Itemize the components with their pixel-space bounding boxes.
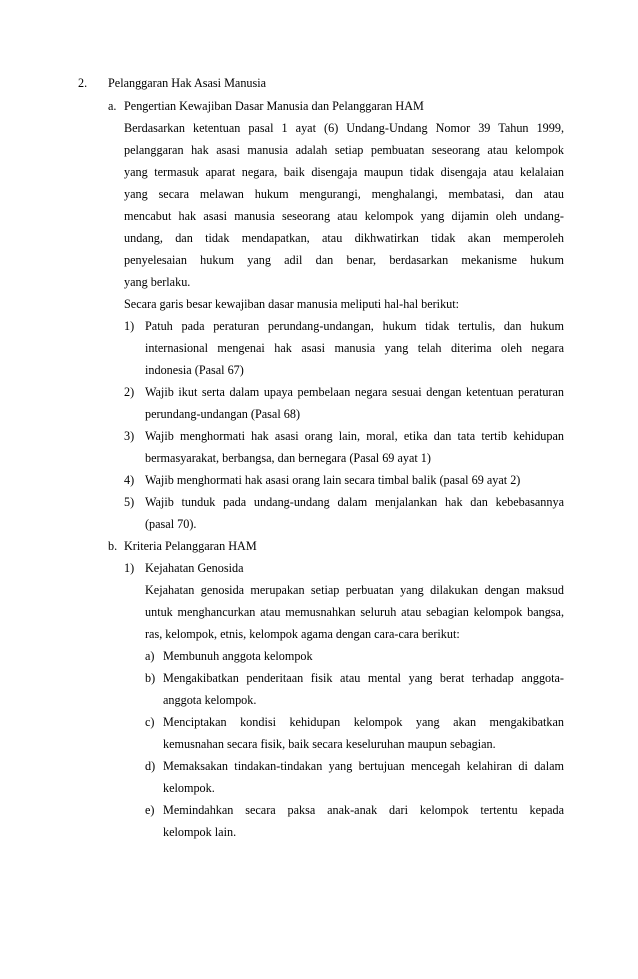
para1-line: yang berlaku.: [124, 275, 191, 289]
sub-b-title: Kriteria Pelanggaran HAM: [124, 539, 257, 553]
list-item-line: Wajib menghormati hak asasi orang lain, moral, etika dan tata tertib kehidupan: [145, 429, 564, 443]
para1-line: penyelesaian hukum yang adil dan benar, berdasarkan mekanisme hukum: [124, 253, 564, 267]
sublist-marker: b): [145, 671, 156, 685]
para1-line: mencabut hak asasi manusia seseorang atau kelompok yang dijamin oleh undang-: [124, 209, 564, 223]
list-item-line: Wajib ikut serta dalam upaya pembelaan negara sesuai dengan ketentuan peraturan: [145, 385, 564, 399]
sublist-line: anggota kelompok.: [163, 693, 257, 707]
sublist-line: Memindahkan secara paksa anak-anak dari kelompok tertentu kepada: [163, 803, 564, 817]
sub-b-item-title: Kejahatan Genosida: [145, 561, 244, 575]
sublist-marker: d): [145, 759, 156, 773]
section-number: 2.: [78, 76, 88, 90]
list-item-marker: 3): [124, 429, 135, 443]
sublist-marker: c): [145, 715, 155, 729]
genosida-para-line: ras, kelompok, etnis, kelompok agama dengan cara-cara berikut:: [145, 627, 460, 641]
para2: Secara garis besar kewajiban dasar manusia meliputi hal-hal berikut:: [124, 297, 460, 311]
list-item-line: (pasal 70).: [145, 517, 197, 531]
para1-line: yang secara melawan hukum mengurangi, menghalangi, membatasi, dan atau: [124, 187, 564, 201]
sub-a-marker: a.: [108, 99, 117, 113]
genosida-para-line: Kejahatan genosida merupakan setiap perbuatan yang dilakukan dengan maksud: [145, 583, 564, 597]
genosida-para-line: untuk menghancurkan atau memusnahkan seluruh atau sebagian kelompok bangsa,: [145, 605, 564, 619]
list-item-line: indonesia (Pasal 67): [145, 363, 244, 377]
section-title: Pelanggaran Hak Asasi Manusia: [108, 76, 267, 90]
sublist-line: kemusnahan secara fisik, baik secara keseluruhan maupun sebagian.: [163, 737, 496, 751]
list-item-marker: 1): [124, 319, 135, 333]
list-item-marker: 5): [124, 495, 135, 509]
list-item-line: internasional mengenai hak asasi manusia yang telah diterima oleh negara: [145, 341, 564, 355]
sublist-line: Mengakibatkan penderitaan fisik atau mental yang berat terhadap anggota-: [163, 671, 564, 685]
sub-a-title: Pengertian Kewajiban Dasar Manusia dan Pelanggaran HAM: [124, 99, 424, 113]
para1-line: undang, dan tidak mendapatkan, atau dikhwatirkan tidak akan memperoleh: [124, 231, 564, 245]
list-item-marker: 4): [124, 473, 135, 487]
list-item-line: Wajib menghormati hak asasi orang lain secara timbal balik (pasal 69 ayat 2): [145, 473, 521, 487]
sub-b-marker: b.: [108, 539, 118, 553]
list-item-line: Patuh pada peraturan perundang-undangan, hukum tidak tertulis, dan hukum: [145, 319, 564, 333]
sublist-line: Memaksakan tindakan-tindakan yang bertujuan mencegah kelahiran di dalam: [163, 759, 564, 773]
sublist-line: Menciptakan kondisi kehidupan kelompok yang akan mengakibatkan: [163, 715, 564, 729]
para1-line: yang termasuk aparat negara, baik disengaja maupun tidak disengaja atau kelalaian: [124, 165, 564, 179]
list-item-line: Wajib tunduk pada undang-undang dalam menjalankan hak dan kebebasannya: [145, 495, 564, 509]
sublist-line: kelompok.: [163, 781, 215, 795]
sub-b-item-marker: 1): [124, 561, 135, 575]
list-item-marker: 2): [124, 385, 135, 399]
para1-line: Berdasarkan ketentuan pasal 1 ayat (6) Undang-Undang Nomor 39 Tahun 1999,: [124, 121, 564, 135]
sublist-line: Membunuh anggota kelompok: [163, 649, 313, 663]
sublist-marker: a): [145, 649, 155, 663]
sublist-marker: e): [145, 803, 155, 817]
list-item-line: perundang-undangan (Pasal 68): [145, 407, 301, 421]
list-item-line: bermasyarakat, berbangsa, dan bernegara (Pasal 69 ayat 1): [145, 451, 431, 465]
para1-line: pelanggaran hak asasi manusia adalah setiap pembuatan seseorang atau kelompok: [124, 143, 564, 157]
sublist-line: kelompok lain.: [163, 825, 237, 839]
